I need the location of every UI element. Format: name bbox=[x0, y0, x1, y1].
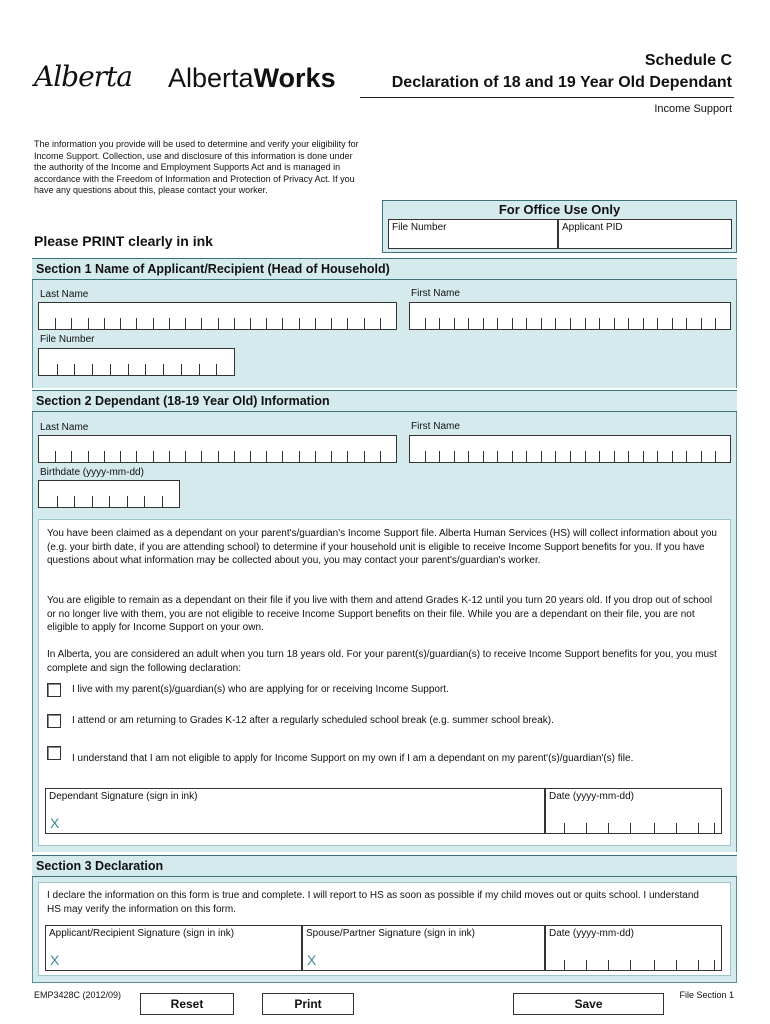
comb-divider bbox=[128, 364, 129, 375]
office-use-box bbox=[382, 200, 737, 253]
comb-divider bbox=[92, 496, 93, 507]
comb-divider bbox=[701, 318, 702, 329]
comb-divider bbox=[92, 364, 93, 375]
comb-divider bbox=[88, 451, 89, 462]
date-divider bbox=[586, 823, 587, 833]
comb-divider bbox=[145, 364, 146, 375]
section1-title: Section 1 Name of Applicant/Recipient (Head of Household) bbox=[32, 258, 737, 280]
date-divider bbox=[630, 823, 631, 833]
date-divider bbox=[608, 960, 609, 970]
program-name: Income Support bbox=[654, 103, 732, 115]
date-divider bbox=[698, 823, 699, 833]
comb-divider bbox=[425, 318, 426, 329]
date-divider bbox=[714, 823, 715, 833]
comb-divider bbox=[88, 318, 89, 329]
comb-divider bbox=[120, 451, 121, 462]
applicant-x-mark: X bbox=[50, 952, 60, 968]
comb-divider bbox=[153, 318, 154, 329]
comb-divider bbox=[570, 318, 571, 329]
print-clearly-note: Please PRINT clearly in ink bbox=[34, 233, 213, 249]
comb-divider bbox=[104, 318, 105, 329]
comb-divider bbox=[181, 364, 182, 375]
s2-last-name-label: Last Name bbox=[40, 422, 89, 433]
comb-divider bbox=[199, 364, 200, 375]
date-divider bbox=[676, 823, 677, 833]
comb-divider bbox=[315, 318, 316, 329]
comb-divider bbox=[218, 451, 219, 462]
comb-divider bbox=[570, 451, 571, 462]
comb-divider bbox=[74, 364, 75, 375]
comb-divider bbox=[57, 364, 58, 375]
comb-divider bbox=[234, 451, 235, 462]
comb-divider bbox=[331, 318, 332, 329]
comb-divider bbox=[71, 451, 72, 462]
s1-first-name-input[interactable] bbox=[409, 302, 731, 330]
comb-divider bbox=[110, 364, 111, 375]
date-divider bbox=[630, 960, 631, 970]
comb-divider bbox=[541, 318, 542, 329]
comb-divider bbox=[282, 451, 283, 462]
date-divider bbox=[586, 960, 587, 970]
comb-divider bbox=[657, 318, 658, 329]
comb-divider bbox=[512, 318, 513, 329]
comb-divider bbox=[163, 364, 164, 375]
s3-declaration-box bbox=[38, 882, 731, 976]
s2-first-name-input[interactable] bbox=[409, 435, 731, 463]
s2-last-name-input[interactable] bbox=[38, 435, 397, 463]
s2-para-3: In Alberta, you are considered an adult when you turn 18 years old. For your parent(s)/guardian(s) to receive Income Support benefits for you, you must complete and sign the following declaration: bbox=[47, 649, 717, 674]
comb-divider bbox=[315, 451, 316, 462]
comb-divider bbox=[526, 318, 527, 329]
print-button[interactable]: Print bbox=[262, 993, 354, 1015]
s2-first-name-label: First Name bbox=[411, 421, 460, 432]
comb-divider bbox=[74, 496, 75, 507]
section2-title: Section 2 Dependant (18-19 Year Old) Information bbox=[32, 390, 737, 412]
file-section-label: File Section 1 bbox=[679, 990, 734, 1000]
comb-divider bbox=[347, 451, 348, 462]
comb-divider bbox=[250, 318, 251, 329]
comb-divider bbox=[454, 451, 455, 462]
s2-info-box bbox=[38, 519, 731, 846]
comb-divider bbox=[55, 451, 56, 462]
comb-divider bbox=[555, 451, 556, 462]
office-file-number-field[interactable]: File Number bbox=[388, 219, 558, 249]
comb-divider bbox=[266, 451, 267, 462]
dependant-signature-field[interactable]: Dependant Signature (sign in ink) X bbox=[45, 788, 545, 834]
office-use-title: For Office Use Only bbox=[498, 202, 621, 217]
comb-divider bbox=[468, 318, 469, 329]
comb-divider bbox=[643, 318, 644, 329]
comb-divider bbox=[439, 451, 440, 462]
comb-divider bbox=[672, 318, 673, 329]
comb-divider bbox=[454, 318, 455, 329]
comb-divider bbox=[483, 451, 484, 462]
comb-divider bbox=[136, 451, 137, 462]
comb-divider bbox=[153, 451, 154, 462]
comb-divider bbox=[104, 451, 105, 462]
header-rule bbox=[360, 97, 734, 98]
form-title: Declaration of 18 and 19 Year Old Dependant bbox=[391, 74, 732, 91]
comb-divider bbox=[599, 451, 600, 462]
comb-divider bbox=[162, 496, 163, 507]
comb-divider bbox=[347, 318, 348, 329]
date-divider bbox=[714, 960, 715, 970]
check-label-attending-school: I attend or am returning to Grades K-12 after a regularly scheduled school break (e.g. summer school break). bbox=[72, 715, 554, 726]
reset-button[interactable]: Reset bbox=[140, 993, 234, 1015]
applicant-signature-field[interactable]: Applicant/Recipient Signature (sign in ink) X bbox=[45, 925, 302, 971]
comb-divider bbox=[512, 451, 513, 462]
date-divider bbox=[676, 960, 677, 970]
comb-divider bbox=[169, 318, 170, 329]
s2-para-1: You have been claimed as a dependant on your parent's/guardian's Income Support file. Alberta Human Services (HS) will collect information about you (e.g. your birth date, if you are attending school) to determine if your household unit is eligible to receive Income Support benefits for you. If you have questions about what information may be collected about you, you may contact your parent's/guardian's worker. bbox=[47, 528, 717, 566]
comb-divider bbox=[71, 318, 72, 329]
date-divider bbox=[564, 960, 565, 970]
comb-divider bbox=[250, 451, 251, 462]
comb-divider bbox=[614, 318, 615, 329]
dependant-date-field[interactable]: Date (yyyy-mm-dd) bbox=[545, 788, 722, 834]
date-divider bbox=[698, 960, 699, 970]
comb-divider bbox=[715, 451, 716, 462]
form-code: EMP3428C (2012/09) bbox=[34, 990, 122, 1000]
comb-divider bbox=[299, 451, 300, 462]
date-divider bbox=[654, 823, 655, 833]
comb-divider bbox=[585, 318, 586, 329]
check-label-understand-not-eligible: I understand that I am not eligible to apply for Income Support on my own if I am a dependant on my parent'(s)/guardian'(s) file. bbox=[72, 753, 634, 764]
date-divider bbox=[608, 823, 609, 833]
comb-divider bbox=[120, 318, 121, 329]
comb-divider bbox=[266, 318, 267, 329]
comb-divider bbox=[672, 451, 673, 462]
comb-divider bbox=[497, 451, 498, 462]
comb-divider bbox=[218, 318, 219, 329]
albertaworks-brand: AlbertaWorks bbox=[168, 63, 336, 93]
schedule-label: Schedule C bbox=[644, 52, 732, 69]
comb-divider bbox=[201, 451, 202, 462]
s2-para-2: You are eligible to remain as a dependant on their file if you live with them and attend Grades K-12 until you turn 20 years old. If you drop out of school or no longer live with them, you are not eligible to receive Income Support benefits on their file. While you are a dependant on their file, you are not eligible to apply for Income Support on your own. bbox=[47, 595, 713, 633]
comb-divider bbox=[364, 451, 365, 462]
comb-divider bbox=[234, 318, 235, 329]
comb-divider bbox=[555, 318, 556, 329]
save-button[interactable]: Save bbox=[513, 993, 664, 1015]
comb-divider bbox=[282, 318, 283, 329]
s1-file-number-input[interactable] bbox=[38, 348, 235, 376]
comb-divider bbox=[57, 496, 58, 507]
comb-divider bbox=[526, 451, 527, 462]
date-divider bbox=[654, 960, 655, 970]
s3-declaration-text: I declare the information on this form is true and complete. I will report to HS as soon as possible if my child moves out or quits school. I understand HS may verify the information on this form. bbox=[47, 890, 699, 915]
alberta-script-logo: Alberta bbox=[34, 60, 132, 93]
comb-divider bbox=[109, 496, 110, 507]
alberta-logo bbox=[34, 58, 150, 96]
comb-divider bbox=[169, 451, 170, 462]
comb-divider bbox=[364, 318, 365, 329]
comb-divider bbox=[497, 318, 498, 329]
checkbox-understand-not-eligible[interactable] bbox=[47, 746, 61, 760]
comb-divider bbox=[331, 451, 332, 462]
comb-divider bbox=[715, 318, 716, 329]
s1-last-name-input[interactable] bbox=[38, 302, 397, 330]
s1-file-number-label: File Number bbox=[40, 334, 95, 345]
checkbox-live-with-parents[interactable] bbox=[47, 683, 61, 697]
comb-divider bbox=[541, 451, 542, 462]
comb-divider bbox=[585, 451, 586, 462]
comb-divider bbox=[483, 318, 484, 329]
s2-birthdate-input[interactable] bbox=[38, 480, 180, 508]
checkbox-attending-school[interactable] bbox=[47, 714, 61, 728]
comb-divider bbox=[468, 451, 469, 462]
comb-divider bbox=[55, 318, 56, 329]
comb-divider bbox=[185, 451, 186, 462]
comb-divider bbox=[686, 318, 687, 329]
comb-divider bbox=[185, 318, 186, 329]
comb-divider bbox=[201, 318, 202, 329]
office-applicant-pid-field[interactable]: Applicant PID bbox=[558, 219, 732, 249]
comb-divider bbox=[380, 318, 381, 329]
comb-divider bbox=[686, 451, 687, 462]
check-label-live-with-parents: I live with my parent(s)/guardian(s) who are applying for or receiving Income Support. bbox=[72, 684, 449, 695]
s2-birthdate-label: Birthdate (yyyy-mm-dd) bbox=[40, 467, 144, 478]
comb-divider bbox=[701, 451, 702, 462]
declaration-date-field[interactable]: Date (yyyy-mm-dd) bbox=[545, 925, 722, 971]
comb-divider bbox=[136, 318, 137, 329]
comb-divider bbox=[127, 496, 128, 507]
signature-x-mark: X bbox=[50, 815, 60, 831]
comb-divider bbox=[643, 451, 644, 462]
s1-last-name-label: Last Name bbox=[40, 289, 89, 300]
comb-divider bbox=[628, 451, 629, 462]
comb-divider bbox=[614, 451, 615, 462]
comb-divider bbox=[216, 364, 217, 375]
comb-divider bbox=[299, 318, 300, 329]
spouse-x-mark: X bbox=[307, 952, 317, 968]
privacy-notice: The information you provide will be used to determine and verify your eligibility for Income Support. Collection, use and disclosure of this information is done under the authority of the Income and Employment Supports Act and is managed in accordance with the Freedom of Information and Protection of Privacy Act. If you have any questions about this, please contact your worker. bbox=[34, 139, 359, 195]
comb-divider bbox=[657, 451, 658, 462]
comb-divider bbox=[599, 318, 600, 329]
comb-divider bbox=[439, 318, 440, 329]
section3-title: Section 3 Declaration bbox=[32, 855, 737, 877]
date-divider bbox=[564, 823, 565, 833]
comb-divider bbox=[380, 451, 381, 462]
spouse-signature-field[interactable]: Spouse/Partner Signature (sign in ink) X bbox=[302, 925, 545, 971]
comb-divider bbox=[144, 496, 145, 507]
comb-divider bbox=[628, 318, 629, 329]
s1-first-name-label: First Name bbox=[411, 288, 460, 299]
comb-divider bbox=[425, 451, 426, 462]
